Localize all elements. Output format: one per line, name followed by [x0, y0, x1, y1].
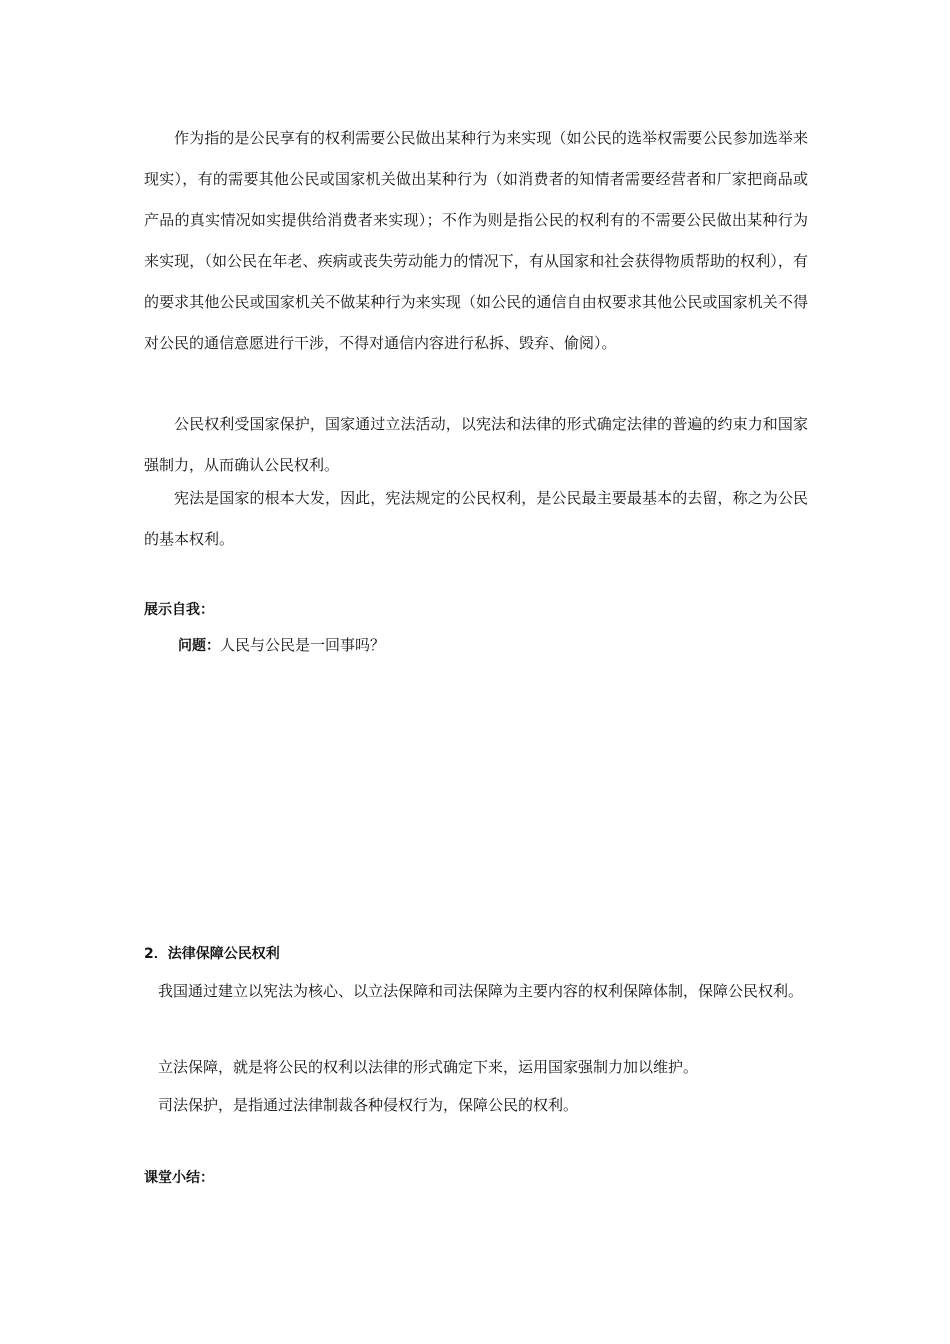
paragraph-guarantee-system: 我国通过建立以宪法为核心、以立法保障和司法保障为主要内容的权利保障体制，保障公民权利。: [158, 982, 804, 1000]
paragraph-basic-rights: 宪法是国家的根本大发，因此，宪法规定的公民权利，是公民最主要最基本的去留，称之为公民的基本权利。: [144, 489, 808, 548]
question-text: 人民与公民是一回事吗？: [220, 636, 386, 654]
paragraph-judicial-protection: 司法保护，是指通过法律制裁各种侵权行为，保障公民的权利。: [158, 1096, 579, 1114]
class-summary-heading: 课堂小结：: [144, 1170, 214, 1186]
show-yourself-heading: 展示自我：: [144, 602, 214, 618]
section-2-heading: 2．法律保障公民权利: [144, 946, 280, 962]
paragraph-state-protection: 公民权利受国家保护，国家通过立法活动，以宪法和法律的形式确定法律的普遍的约束力和国家强制力，从而确认公民权利。: [144, 415, 808, 474]
paragraph-action-inaction: 作为指的是公民享有的权利需要公民做出某种行为来实现（如公民的选举权需要公民参加选举来现实），有的需要其他公民或国家机关做出某种行为（如消费者的知情者需要经营者和厂家把商品或产品的真实情况如实提供给消费者来实现）；不作为则是指公民的权利有的不需要公民做出某种行为来实现，（如公民在年老、疾病或丧失劳动能力的情况下，有从国家和社会获得物质帮助的权利），有的要求其他公民或国家机关不做某种行为来实现（如公民的通信自由权要求其他公民或国家机关不得对公民的通信意愿进行干涉，不得对通信内容进行私拆、毁弃、偷阅）。: [144, 129, 808, 352]
question-line: [144, 634, 808, 657]
paragraph-legislative-guarantee: 立法保障，就是将公民的权利以法律的形式确定下来，运用国家强制力加以维护。: [158, 1058, 699, 1076]
question-label: 问题：: [178, 638, 220, 654]
